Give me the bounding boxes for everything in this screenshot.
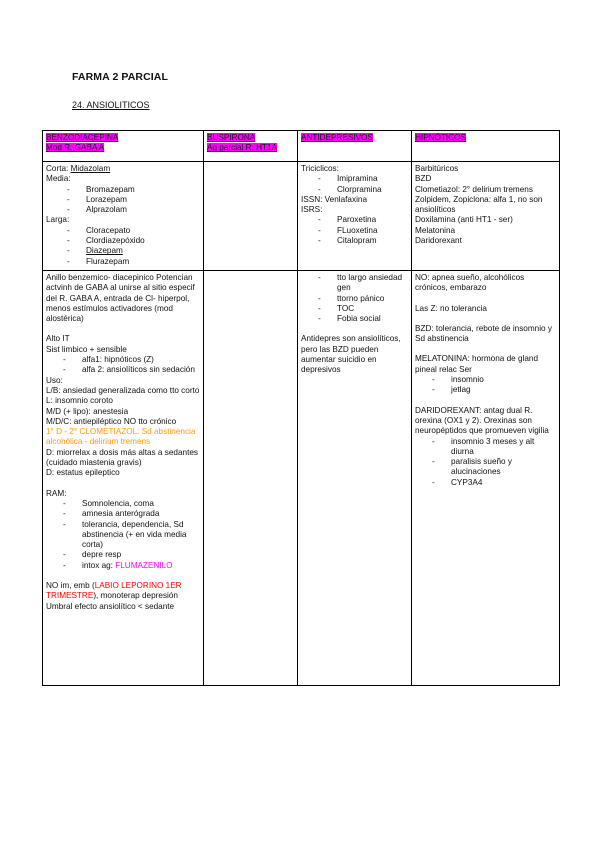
list-item: - ttorno pánico [301,294,408,304]
list-item: - tto largo ansiedad gen [301,273,408,294]
list-item: - Lorazepam [46,195,200,205]
larga-list [46,226,200,267]
melatonina-list [415,375,556,396]
triciclicos-list [301,174,408,195]
list-item: - Citalopram [301,236,408,246]
list-item: - Somnolencia, coma [46,499,200,509]
list-item: - alfa 2: ansiolíticos sin sedación [46,365,200,375]
list-item: - Bromazepam [46,185,200,195]
anxiolytics-table [42,130,560,686]
list-item: - Clordiazepóxido [46,236,200,246]
list-item: - TOC [301,304,408,314]
header-benzodiacepina: BENZODIACEPINA Mod R. GABA A [43,131,204,162]
header-buspirona: BUSPIRONA Ag parcial R. HT1A [204,131,298,162]
list-item: - Diazepam [46,246,200,256]
list-item: - insomnio [415,375,556,385]
header-antidepresivos: ANTIDEPRESIVOS [298,131,412,162]
header-hipnoticos: HIPNÓTICOS [412,131,560,162]
buspirona-drugs-cell [204,162,298,271]
list-item: - jetlag [415,385,556,395]
section-title: 24. ANSIOLITICOS [72,100,150,110]
list-item: - Fobia social [301,314,408,324]
list-item: - Flurazepam [46,257,200,267]
ram-list [46,499,200,571]
list-item: - paralisis sueño y alucinaciones [415,457,556,478]
list-item: - tolerancia, dependencia, Sd abstinencia (+ en vida media corta) [46,520,200,551]
antidep-drugs-cell: Triciclicos: - Imipramina - Clorpramina ISSN: Venlafaxina ISRS: - Paroxetina - FLuoxetina - Citalopram [298,162,412,271]
list-item: - Clorpramina [301,185,408,195]
antidep-details-cell: - tto largo ansiedad gen - ttorno pánico - TOC - Fobia social Antidepres son ansiolíticos, pero las BZD pueden aumentar suicidio en depresivos [298,271,412,686]
list-item: - Paroxetina [301,215,408,225]
hipno-details-cell: NO: apnea sueño, alcohólicos crónicos, embarazo Las Z: no tolerancia BZD: tolerancia, rebote de insomnio y Sd abstinencia MELATONINA: hormona de gland pineal relac Ser - insomnio - jetlag DARIDOREXANT: antag dual R. orexina (OX1 y 2). Orexinas son neuropéptidos que promueven vigilia - insomnio 3 meses y alt diurna - paralisis sueño y alucinaciones - CYP3A4 [412,271,560,686]
benzo-details-cell: Anillo benzemico- diacepinico Potencian actvinh de GABA al unirse al sitio especif del R. GABA A, entrada de Cl- hiperpol, menos estímulos activadores (mod alostérica) Alto IT Sist limbico + sensible - alfa1: hipnóticos (Z) - alfa 2: ansiolíticos sin sedación Uso: L/B: ansiedad generalizada como tto corto L: insomnio coroto M/D (+ lipo): anestesia M/D/C: antiepiléptico NO tto crónico 1° D - 2° CLOMETIAZOL: Sd abstinencia alcohólica - delirium tremens D: miorrelax a dosis más altas a sedantes (cuidado miastenia gravis) D: estatus epileptico RAM: - Somnolencia, coma - amnesia anterógrada - tolerancia, dependencia, Sd abstinencia (+ en vida media corta) - depre resp - intox ag: FLUMAZENILO NO im, emb (LABIO LEPORINO 1ER TRIMESTRE), monoterap depresión Umbral efecto ansiolítico < sedante [43,271,204,686]
list-item: - Cloracepato [46,226,200,236]
antidep-uses-list [301,273,408,324]
list-item: - depre resp [46,550,200,560]
isrs-list [301,215,408,246]
list-item: - amnesia anterógrada [46,509,200,519]
list-item: - CYP3A4 [415,478,556,488]
list-item: - Imipramina [301,174,408,184]
list-item: - intox ag: FLUMAZENILO [46,561,200,571]
buspirona-details-cell [204,271,298,686]
media-list [46,185,200,216]
details-row [43,271,560,686]
sist-list [46,355,200,376]
page-title: FARMA 2 PARCIAL [72,71,168,83]
list-item: - insomnio 3 meses y alt diurna [415,437,556,458]
list-item: - alfa1: hipnóticos (Z) [46,355,200,365]
list-item: - Alprazolam [46,205,200,215]
drugs-row [43,162,560,271]
hipno-drugs-cell: Barbitúricos BZD Clometiazol: 2° delirium tremens Zolpidem, Zopiclona: alfa 1, no son ansiolíticos Doxilamina (anti HT1 - ser) Melatonina Daridorexant [412,162,560,271]
list-item: - FLuoxetina [301,226,408,236]
benzo-drugs-cell: Corta: Midazolam Media: - Bromazepam - Lorazepam - Alprazolam Larga: - Cloracepato - Clordiazepóxido - Diazepam - Flurazepam [43,162,204,271]
daridorexant-list [415,437,556,488]
header-row [43,131,560,162]
